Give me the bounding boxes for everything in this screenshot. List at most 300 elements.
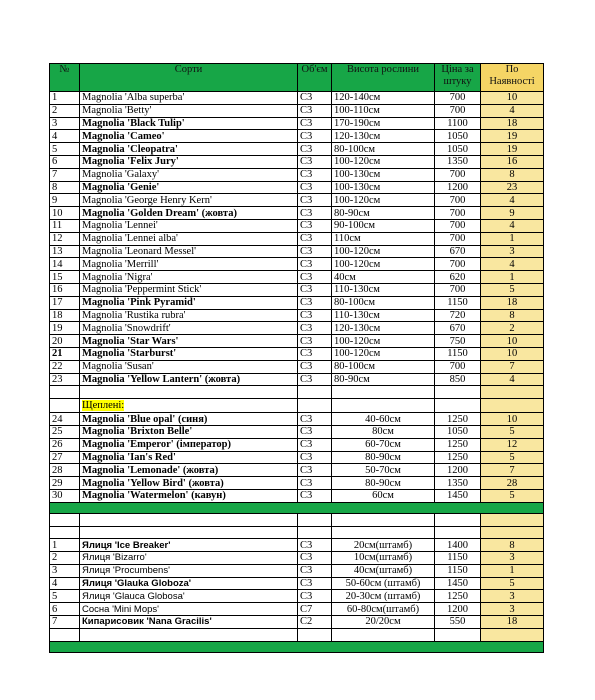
price: 1250	[435, 438, 481, 451]
empty-cell	[298, 628, 332, 641]
variety-name: Magnolia 'Watermelon' (кавун)	[80, 489, 298, 502]
price: 700	[435, 194, 481, 207]
variety-name: Magnolia 'Lennei alba'	[80, 232, 298, 245]
variety-name: Кипарисовик 'Nana Gracilis'	[80, 616, 298, 629]
availability: 3	[481, 245, 544, 258]
volume: C3	[298, 413, 332, 426]
price: 1200	[435, 181, 481, 194]
availability: 4	[481, 219, 544, 232]
availability: 4	[481, 373, 544, 386]
row-number: 15	[50, 271, 80, 284]
height: 120-130см	[332, 130, 435, 143]
availability: 16	[481, 155, 544, 168]
empty-cell	[435, 628, 481, 641]
table-row	[50, 104, 544, 117]
availability: 5	[481, 425, 544, 438]
availability: 4	[481, 104, 544, 117]
row-number: 14	[50, 258, 80, 271]
table-row	[50, 477, 544, 490]
table-row	[50, 616, 544, 629]
row-number: 1	[50, 92, 80, 105]
price: 700	[435, 219, 481, 232]
height: 170-190см	[332, 117, 435, 130]
price: 1100	[435, 117, 481, 130]
volume: C3	[298, 296, 332, 309]
empty-cell	[332, 513, 435, 526]
row-number: 2	[50, 104, 80, 117]
variety-name: Magnolia 'Lennei'	[80, 219, 298, 232]
volume: C3	[298, 564, 332, 577]
price: 670	[435, 245, 481, 258]
availability: 5	[481, 489, 544, 502]
row-number: 4	[50, 130, 80, 143]
price: 1200	[435, 464, 481, 477]
volume: C3	[298, 577, 332, 590]
header-variety: Сорти	[80, 64, 298, 92]
row-number: 2	[50, 552, 80, 565]
price: 1050	[435, 425, 481, 438]
volume: C3	[298, 373, 332, 386]
height: 100-130см	[332, 181, 435, 194]
height: 50-60см (штамб)	[332, 577, 435, 590]
availability: 5	[481, 451, 544, 464]
availability: 4	[481, 258, 544, 271]
volume: C3	[298, 335, 332, 348]
grafted-label: Щеплені:	[82, 400, 125, 412]
availability: 2	[481, 322, 544, 335]
variety-name: Magnolia 'Blue opal' (синя)	[80, 413, 298, 426]
volume: C3	[298, 360, 332, 373]
price: 700	[435, 92, 481, 105]
variety-name: Ялиця 'Ice Breaker'	[80, 539, 298, 552]
row-number: 11	[50, 219, 80, 232]
variety-name: Magnolia 'Susan'	[80, 360, 298, 373]
height: 20-30см (штамб)	[332, 590, 435, 603]
empty-cell	[435, 386, 481, 399]
table-row	[50, 413, 544, 426]
variety-name: Magnolia 'Star Wars'	[80, 335, 298, 348]
price: 1150	[435, 552, 481, 565]
height: 80-100см	[332, 296, 435, 309]
availability: 23	[481, 181, 544, 194]
volume: C3	[298, 181, 332, 194]
empty-cell	[332, 386, 435, 399]
volume: C3	[298, 590, 332, 603]
row-number: 30	[50, 489, 80, 502]
empty-cell	[50, 399, 80, 413]
empty-row	[50, 628, 544, 641]
height: 100-120см	[332, 335, 435, 348]
height: 120-140см	[332, 92, 435, 105]
table-row	[50, 373, 544, 386]
row-number: 24	[50, 413, 80, 426]
availability: 8	[481, 539, 544, 552]
price: 1450	[435, 489, 481, 502]
variety-name: Ялиця 'Bizarro'	[80, 552, 298, 565]
table-row	[50, 117, 544, 130]
empty-row	[50, 386, 544, 399]
volume: C3	[298, 347, 332, 360]
empty-cell	[435, 513, 481, 526]
table-row	[50, 590, 544, 603]
availability: 5	[481, 577, 544, 590]
empty-cell	[332, 526, 435, 539]
variety-name: Ялиця 'Procumbens'	[80, 564, 298, 577]
variety-name: Magnolia 'Leonard Messel'	[80, 245, 298, 258]
height: 40см(штамб)	[332, 564, 435, 577]
height: 20см(штамб)	[332, 539, 435, 552]
table-row	[50, 130, 544, 143]
table-row	[50, 603, 544, 616]
table-row	[50, 219, 544, 232]
empty-cell	[332, 628, 435, 641]
price: 750	[435, 335, 481, 348]
height: 80-90см	[332, 373, 435, 386]
availability: 19	[481, 130, 544, 143]
table-row	[50, 168, 544, 181]
header-row	[50, 64, 544, 92]
price: 1050	[435, 130, 481, 143]
header-height: Висота рослини	[332, 64, 435, 92]
price: 700	[435, 232, 481, 245]
volume: C3	[298, 322, 332, 335]
height: 20/20см	[332, 616, 435, 629]
height: 100-120см	[332, 155, 435, 168]
table-row	[50, 207, 544, 220]
row-number: 3	[50, 564, 80, 577]
table-row	[50, 577, 544, 590]
table-row	[50, 283, 544, 296]
empty-cell	[298, 526, 332, 539]
table-row	[50, 347, 544, 360]
volume: C3	[298, 258, 332, 271]
availability: 3	[481, 603, 544, 616]
volume: C3	[298, 207, 332, 220]
price: 700	[435, 258, 481, 271]
row-number: 6	[50, 155, 80, 168]
volume: C3	[298, 117, 332, 130]
height: 90-100см	[332, 219, 435, 232]
row-number: 16	[50, 283, 80, 296]
row-number: 7	[50, 168, 80, 181]
header-volume: Об'єм	[298, 64, 332, 92]
variety-name: Magnolia 'Golden Dream' (жовта)	[80, 207, 298, 220]
availability: 4	[481, 194, 544, 207]
price: 700	[435, 168, 481, 181]
variety-name: Magnolia 'Felix Jury'	[80, 155, 298, 168]
height: 40-60см	[332, 413, 435, 426]
row-number: 13	[50, 245, 80, 258]
header-availability: По Наявності	[481, 64, 544, 92]
table-row	[50, 552, 544, 565]
empty-cell	[298, 513, 332, 526]
table-row	[50, 438, 544, 451]
price: 1250	[435, 590, 481, 603]
height: 100-130см	[332, 168, 435, 181]
empty-cell	[80, 513, 298, 526]
divider-row	[50, 502, 544, 513]
volume: C3	[298, 130, 332, 143]
volume: C3	[298, 219, 332, 232]
table-row	[50, 245, 544, 258]
variety-name: Magnolia 'Peppermint Stick'	[80, 283, 298, 296]
volume: C3	[298, 552, 332, 565]
variety-name: Ялиця 'Glauca Globosa'	[80, 590, 298, 603]
price: 1150	[435, 347, 481, 360]
price: 850	[435, 373, 481, 386]
row-number: 1	[50, 539, 80, 552]
table-row	[50, 92, 544, 105]
availability: 1	[481, 564, 544, 577]
price-table	[49, 63, 544, 653]
price: 700	[435, 207, 481, 220]
variety-name: Magnolia 'Cleopatra'	[80, 143, 298, 156]
divider-row	[50, 641, 544, 652]
price: 1250	[435, 451, 481, 464]
empty-cell	[50, 386, 80, 399]
empty-cell	[481, 513, 544, 526]
table-row	[50, 564, 544, 577]
empty-cell	[435, 526, 481, 539]
price: 700	[435, 104, 481, 117]
price: 700	[435, 283, 481, 296]
height: 100-120см	[332, 258, 435, 271]
row-number: 8	[50, 181, 80, 194]
row-number: 7	[50, 616, 80, 629]
row-number: 5	[50, 143, 80, 156]
availability: 1	[481, 271, 544, 284]
availability: 8	[481, 168, 544, 181]
grafted-section-label	[80, 399, 298, 413]
variety-name: Magnolia 'Black Tulip'	[80, 117, 298, 130]
height: 40см	[332, 271, 435, 284]
variety-name: Magnolia 'Galaxy'	[80, 168, 298, 181]
price: 620	[435, 271, 481, 284]
price: 1350	[435, 477, 481, 490]
availability: 5	[481, 283, 544, 296]
availability: 10	[481, 335, 544, 348]
table-row	[50, 322, 544, 335]
height: 50-70см	[332, 464, 435, 477]
price: 1350	[435, 155, 481, 168]
variety-name: Ялиця 'Glauka Globoza'	[80, 577, 298, 590]
price: 1250	[435, 413, 481, 426]
empty-cell	[80, 386, 298, 399]
availability: 3	[481, 590, 544, 603]
row-number: 12	[50, 232, 80, 245]
row-number: 3	[50, 117, 80, 130]
variety-name: Magnolia 'George Henry Kern'	[80, 194, 298, 207]
header-price: Ціна за штуку	[435, 64, 481, 92]
height: 100-110см	[332, 104, 435, 117]
volume: C3	[298, 245, 332, 258]
variety-name: Сосна 'Mini Mops'	[80, 603, 298, 616]
table-row	[50, 296, 544, 309]
volume: C3	[298, 143, 332, 156]
variety-name: Magnolia 'Brixton Belle'	[80, 425, 298, 438]
height: 110-130см	[332, 309, 435, 322]
table-row	[50, 464, 544, 477]
variety-name: Magnolia 'Rustika rubra'	[80, 309, 298, 322]
height: 100-120см	[332, 347, 435, 360]
availability: 3	[481, 552, 544, 565]
volume: C3	[298, 489, 332, 502]
height: 100-120см	[332, 194, 435, 207]
header-no: №	[50, 64, 80, 92]
row-number: 29	[50, 477, 80, 490]
row-number: 26	[50, 438, 80, 451]
empty-row	[50, 526, 544, 539]
availability: 18	[481, 117, 544, 130]
price: 1150	[435, 296, 481, 309]
height: 120-130см	[332, 322, 435, 335]
price: 550	[435, 616, 481, 629]
height: 80-90см	[332, 451, 435, 464]
volume: C3	[298, 539, 332, 552]
table-row	[50, 181, 544, 194]
row-number: 5	[50, 590, 80, 603]
empty-cell	[332, 399, 435, 413]
variety-name: Magnolia 'Genie'	[80, 181, 298, 194]
volume: C3	[298, 104, 332, 117]
price: 1200	[435, 603, 481, 616]
height: 80-90см	[332, 477, 435, 490]
price: 1050	[435, 143, 481, 156]
variety-name: Magnolia 'Starburst'	[80, 347, 298, 360]
volume: C3	[298, 232, 332, 245]
green-divider	[50, 502, 544, 513]
volume: C3	[298, 464, 332, 477]
table-row	[50, 309, 544, 322]
row-number: 28	[50, 464, 80, 477]
empty-cell	[481, 628, 544, 641]
availability: 10	[481, 413, 544, 426]
height: 60-70см	[332, 438, 435, 451]
empty-cell	[298, 399, 332, 413]
price: 720	[435, 309, 481, 322]
empty-cell	[50, 628, 80, 641]
green-divider	[50, 641, 544, 652]
table-row	[50, 194, 544, 207]
table-row	[50, 143, 544, 156]
price: 1400	[435, 539, 481, 552]
availability: 8	[481, 309, 544, 322]
volume: C2	[298, 616, 332, 629]
height: 80-90см	[332, 207, 435, 220]
variety-name: Magnolia 'Ian's Red'	[80, 451, 298, 464]
row-number: 19	[50, 322, 80, 335]
variety-name: Magnolia 'Emperor' (імператор)	[80, 438, 298, 451]
price: 1150	[435, 564, 481, 577]
height: 80-100см	[332, 143, 435, 156]
table-row	[50, 451, 544, 464]
price: 1450	[435, 577, 481, 590]
variety-name: Magnolia 'Lemonade' (жовта)	[80, 464, 298, 477]
table-row	[50, 258, 544, 271]
row-number: 22	[50, 360, 80, 373]
empty-cell	[50, 513, 80, 526]
row-number: 4	[50, 577, 80, 590]
height: 80см	[332, 425, 435, 438]
volume: C3	[298, 92, 332, 105]
availability: 1	[481, 232, 544, 245]
volume: C3	[298, 194, 332, 207]
availability: 7	[481, 464, 544, 477]
height: 100-120см	[332, 245, 435, 258]
variety-name: Magnolia 'Snowdrift'	[80, 322, 298, 335]
table-row	[50, 271, 544, 284]
row-number: 17	[50, 296, 80, 309]
variety-name: Magnolia 'Nigra'	[80, 271, 298, 284]
variety-name: Magnolia 'Cameo'	[80, 130, 298, 143]
empty-row	[50, 513, 544, 526]
empty-cell	[80, 526, 298, 539]
availability: 7	[481, 360, 544, 373]
row-number: 6	[50, 603, 80, 616]
volume: C3	[298, 168, 332, 181]
height: 110см	[332, 232, 435, 245]
row-number: 21	[50, 347, 80, 360]
variety-name: Magnolia 'Pink Pyramid'	[80, 296, 298, 309]
variety-name: Magnolia 'Merrill'	[80, 258, 298, 271]
row-number: 25	[50, 425, 80, 438]
height: 80-100см	[332, 360, 435, 373]
availability: 10	[481, 347, 544, 360]
volume: C7	[298, 603, 332, 616]
row-number: 10	[50, 207, 80, 220]
row-number: 27	[50, 451, 80, 464]
table-row	[50, 425, 544, 438]
availability: 9	[481, 207, 544, 220]
volume: C3	[298, 451, 332, 464]
availability: 12	[481, 438, 544, 451]
grafted-section-row	[50, 399, 544, 413]
availability: 19	[481, 143, 544, 156]
table-row	[50, 155, 544, 168]
volume: C3	[298, 477, 332, 490]
volume: C3	[298, 271, 332, 284]
empty-cell	[80, 628, 298, 641]
availability: 18	[481, 616, 544, 629]
height: 60-80см(штамб)	[332, 603, 435, 616]
variety-name: Magnolia 'Betty'	[80, 104, 298, 117]
height: 60см	[332, 489, 435, 502]
availability: 18	[481, 296, 544, 309]
volume: C3	[298, 438, 332, 451]
availability: 28	[481, 477, 544, 490]
empty-cell	[50, 526, 80, 539]
empty-cell	[298, 386, 332, 399]
variety-name: Magnolia 'Yellow Bird' (жовта)	[80, 477, 298, 490]
row-number: 18	[50, 309, 80, 322]
height: 110-130см	[332, 283, 435, 296]
table-row	[50, 232, 544, 245]
volume: C3	[298, 309, 332, 322]
variety-name: Magnolia 'Alba superba'	[80, 92, 298, 105]
volume: C3	[298, 425, 332, 438]
availability: 10	[481, 92, 544, 105]
row-number: 9	[50, 194, 80, 207]
empty-cell	[435, 399, 481, 413]
price: 700	[435, 360, 481, 373]
empty-cell	[481, 526, 544, 539]
row-number: 20	[50, 335, 80, 348]
price: 670	[435, 322, 481, 335]
table-row	[50, 489, 544, 502]
table-row	[50, 539, 544, 552]
empty-cell	[481, 399, 544, 413]
height: 10см(штамб)	[332, 552, 435, 565]
